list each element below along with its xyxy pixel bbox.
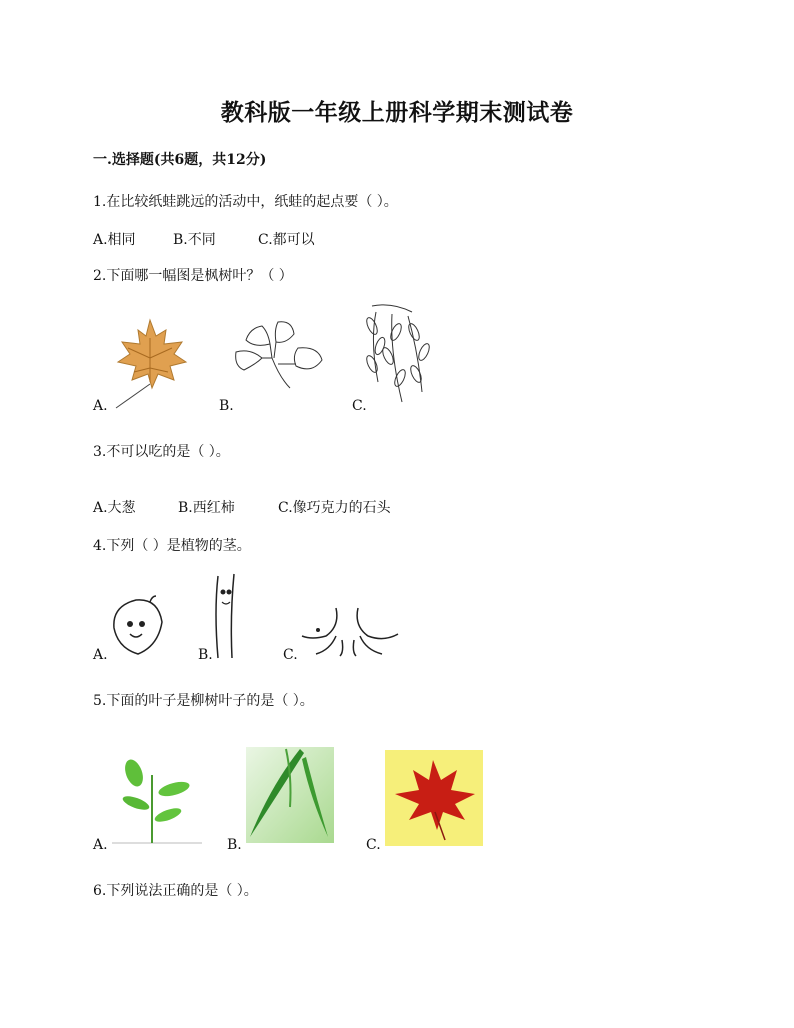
cartoon-roots-icon [296,606,402,658]
question-1-stem: 1.在比较纸蛙跳远的活动中，纸蛙的起点要（ ）。 [93,194,398,210]
question-4-option-c: C. [283,647,298,663]
question-4-stem: 4.下列（ ）是植物的茎。 [93,538,251,554]
question-2-option-c: C. [352,398,367,414]
question-1-option-b: B.不同 [173,232,216,248]
question-3-option-c: C.像巧克力的石头 [278,500,391,516]
question-5-stem: 5.下面的叶子是柳树叶子的是（ ）。 [93,693,314,709]
question-6-stem: 6.下列说法正确的是（ ）。 [93,883,258,899]
question-2-stem: 2.下面哪一幅图是枫树叶？（ ） [93,268,293,284]
question-2-option-b: B. [219,398,234,414]
question-1-option-c: C.都可以 [258,232,315,248]
question-1-option-a: A.相同 [93,232,136,248]
willow-leaf-photo [246,747,334,843]
cartoon-stem-icon [210,572,244,660]
ginkgo-leaf-icon [232,318,324,392]
question-5-option-a: A. [93,837,108,853]
red-maple-leaf-photo [385,750,483,846]
question-3-option-b: B.西红柿 [178,500,235,516]
question-3-option-a: A.大葱 [93,500,136,516]
question-5-option-b: B. [227,837,242,853]
question-4-option-b: B. [198,647,213,663]
question-4-option-a: A. [93,647,108,663]
seedling-photo [112,755,202,847]
cartoon-leaf-icon [108,594,166,658]
question-2-option-a: A. [93,398,108,414]
page-title: 教科版一年级上册科学期末测试卷 [220,99,574,126]
question-5-option-c: C. [366,837,381,853]
maple-leaf-icon [112,318,188,410]
section-heading: 一.选择题(共6题，共12分) [93,152,267,168]
willow-branch-icon [362,302,432,410]
question-3-stem: 3.不可以吃的是（ ）。 [93,444,230,460]
